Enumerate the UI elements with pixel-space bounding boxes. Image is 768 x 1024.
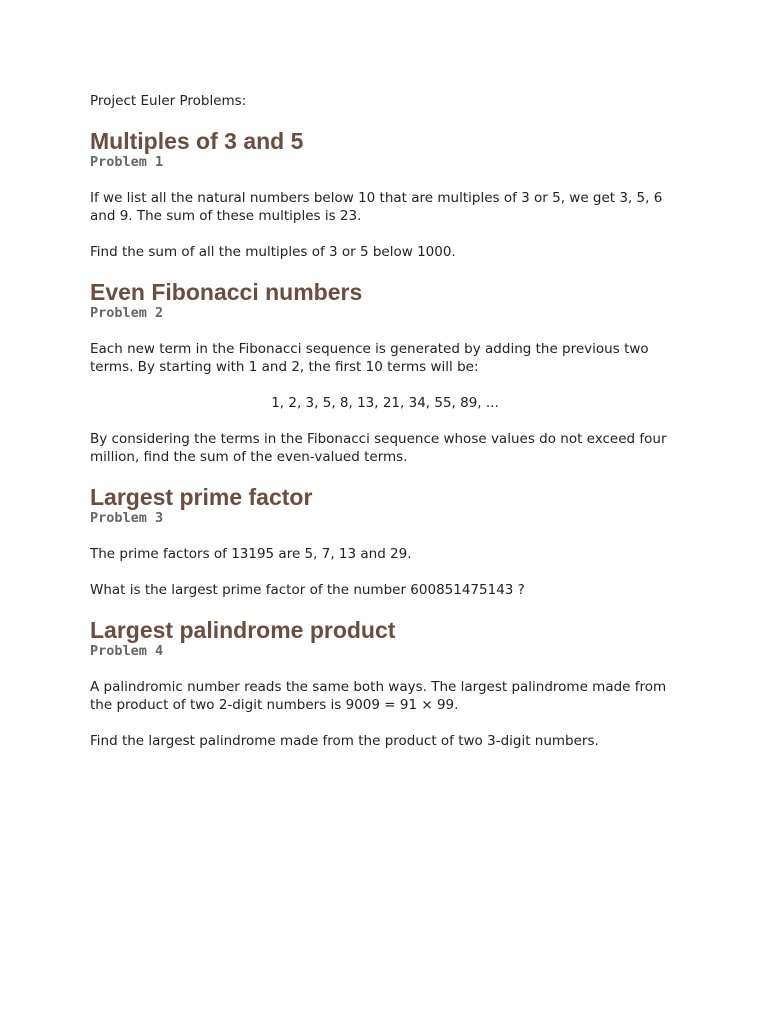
problem-2-paragraph-3: By considering the terms in the Fibonacci sequence whose values do not exceed four million, find the sum of the even-valued terms.: [90, 431, 667, 465]
problem-3-number: Problem 3: [90, 510, 164, 526]
problem-3-section: [90, 484, 680, 599]
problem-1-paragraph-2: Find the sum of all the multiples of 3 or 5 below 1000.: [90, 244, 456, 260]
problem-2-title: Even Fibonacci numbers: [90, 279, 363, 305]
problem-4-number: Problem 4: [90, 643, 164, 659]
problem-3-paragraph-1: The prime factors of 13195 are 5, 7, 13 and 29.: [90, 546, 412, 562]
problem-1-section: [90, 128, 680, 261]
problem-1-number: Problem 1: [90, 154, 164, 170]
document-page: [90, 92, 680, 768]
problem-2-number: Problem 2: [90, 305, 164, 321]
problem-4-section: [90, 617, 680, 750]
problem-3-paragraph-2: What is the largest prime factor of the number 600851475143 ?: [90, 582, 525, 598]
problem-4-paragraph-2: Find the largest palindrome made from the product of two 3-digit numbers.: [90, 733, 599, 749]
fibonacci-sequence: 1, 2, 3, 5, 8, 13, 21, 34, 55, 89, ...: [271, 395, 499, 411]
problem-2-paragraph-1: Each new term in the Fibonacci sequence is generated by adding the previous two terms. By starting with 1 and 2, the first 10 terms will be:: [90, 341, 649, 375]
problem-4-title: Largest palindrome product: [90, 617, 396, 643]
problem-1-paragraph-1: If we list all the natural numbers below 10 that are multiples of 3 or 5, we get 3, 5, 6 and 9. The sum of these multiples is 23.: [90, 190, 663, 224]
problem-1-title: Multiples of 3 and 5: [90, 128, 304, 154]
problem-4-paragraph-1: A palindromic number reads the same both ways. The largest palindrome made from the product of two 2-digit numbers is 9009 = 91 × 99.: [90, 679, 667, 713]
problem-2-section: [90, 279, 680, 466]
document-intro: Project Euler Problems:: [90, 93, 247, 109]
problem-3-title: Largest prime factor: [90, 484, 313, 510]
